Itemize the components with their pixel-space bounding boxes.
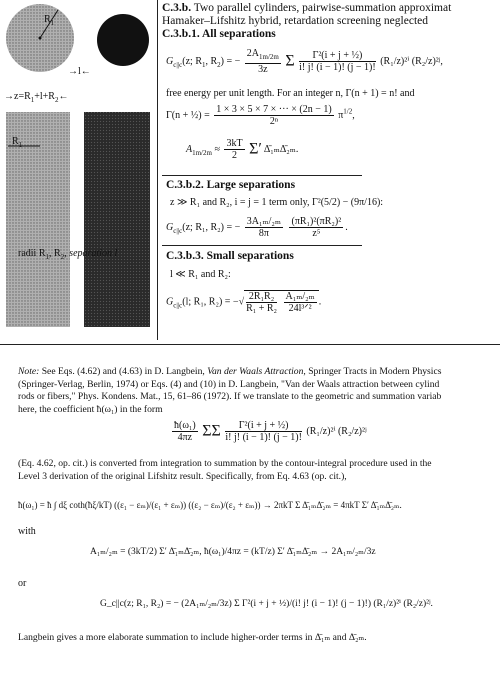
distance-label-z: $\to z=R_1+l+R_2\leftarrow$ bbox=[4, 91, 69, 104]
section-header: C.3.b. Two parallel cylinders, pairwise-summation approximat Hamaker–Lifshitz hybrid, retardation screening neglected C.3.b.1. All separations bbox=[162, 2, 498, 41]
text-free-energy: free energy per unit length. For an integer n, Γ(n + 1) = n! and bbox=[166, 88, 415, 99]
divider-1 bbox=[162, 175, 362, 176]
separation-label-l: →l← bbox=[68, 66, 91, 77]
divider-note bbox=[0, 344, 500, 345]
equation-hamaker-coefficient: $A_{1m/2m}$ ≈ $\frac{3kT}{2}$ Σ′ Δ̄₁ₘΔ̄₂ₘ. bbox=[186, 138, 299, 161]
note-paragraph-2: (Eq. 4.62, op. cit.) is converted from integration to summation by the contour-integral procedure used in the Level 3 derivation of the original Lifshitz result. Specifically, from Eq. 4.63 (op. cit.), bbox=[18, 458, 432, 482]
note-equation-2: ħ(ω₁) = ħ ∫ dξ coth(ħξ/kT) ((ε₁ − εₘ)/(ε₁ + εₘ)) ((ε₂ − εₘ)/(ε₂ + εₘ)) → 2πkT Σ Δ̄₁ₘΔ̄₂ₘ = 4πkT Σ′ Δ̄₁ₘΔ̄₂ₘ. bbox=[18, 500, 402, 510]
note-paragraph-1: Note: See Eqs. (4.62) and (4.63) in D. Langbein, Van der Waals Attraction, Springer Tracts in Modern Physics (Springer-Verlag, Berlin, 1974) or Eqs. (4) and (10) in D. Langbein, "Van der Waals attraction between cylind rods or fibers," Phys. Kondens. Mat., 15, 61–86 (1972). If we translate to the geometric and summation variab here, the coefficient ħ(ω₁) in the form bbox=[18, 366, 442, 415]
note-equation-1: $\frac{\text{ħ(ω₁)}}{4\pi z}$ ΣΣ $\frac{\text{Γ²(i + j + ½)}}{i! j! (i - 1)! (j - 1)!}$ (R₁/z)²ⁱ (R₂/z)²ʲ bbox=[174, 420, 367, 443]
note-or: or bbox=[18, 578, 27, 589]
column-divider bbox=[157, 0, 158, 340]
equation-gamma: Γ(n + ½) = $\frac{1 \times 3 \times 5 \times 7 \times \cdot\cdot\cdot \times (2n - 1)}{\text{2ⁿ}}$ $\pi^{1/2}$, bbox=[166, 104, 355, 127]
section-heading-large-separations: C.3.b.2. Large separations bbox=[166, 179, 296, 191]
two-cylinders-figure bbox=[0, 0, 155, 340]
cylinder-2-end-view bbox=[97, 14, 149, 66]
note-with: with bbox=[18, 526, 36, 537]
note-equation-4: G_c||c(z; R₁, R₂) = − (2A₁ₘ/₂ₘ/3z) Σ Γ²(i + j + ½)/(i! j! (i − 1)! (j − 1)!) (R₁/z)²ⁱ (R₂/z)²ʲ. bbox=[100, 599, 433, 609]
note-equation-3: A₁ₘ/₂ₘ = (3kT/2) Σ′ Δ̄₁ₘΔ̄₂ₘ, ħ(ω₁)/4πz = (kT/z) Σ′ Δ̄₁ₘΔ̄₂ₘ → 2A₁ₘ/₂ₘ/3z bbox=[90, 547, 376, 557]
equation-small-separations: $G_{c||c}(l$; R₁, R₂) = −√ $\frac{\text{2R₁R₂}}{\text{R₁ + R₂}}$ $\frac{\text{A₁ₘ/₂ₘ}}{\text{24l³ᐟ²}}$ . bbox=[166, 291, 322, 314]
equation-large-separations: $G_{c||c}(z$; R₁, R₂) = − $\frac{\text{3A₁ₘ/₂ₘ}}{8\pi}$ $\frac{\text{(πR₁)²(πR₂)²}}{\text{z⁵}}$ . bbox=[166, 216, 348, 239]
divider-2 bbox=[162, 245, 362, 246]
cylinder-2-side-view bbox=[84, 112, 150, 327]
section-heading-all-separations: C.3.b.1. All separations bbox=[162, 28, 276, 40]
text-small-separations: l ≪ R₁ and R₂: bbox=[170, 269, 231, 280]
equation-all-separations: $G_{c||c}(z$; $R_1$, $R_2$) = − $\frac{2A_{1m/2m}}{3z}$ Σ $\frac{\text{Γ²(i + j + ½)}}{i! j! (i - 1)! (j - 1)!}$ (R₁/z)²ⁱ (R₂/z)²ʲ, bbox=[166, 48, 443, 75]
radius-label-R1: $R_1$ bbox=[44, 14, 55, 27]
figure-caption: radii $R_1$, $R_2$, separation l bbox=[18, 248, 118, 261]
text-large-separations: z ≫ R₁ and R₂, i = j = 1 term only, Γ²(5/2) − (9π/16): bbox=[170, 197, 384, 208]
note-paragraph-3: Langbein gives a more elaborate summation to include higher-order terms in Δ̄₁ₘ and Δ̄₂ₘ. bbox=[18, 632, 367, 643]
radius-label-R1-side: $R_1$ bbox=[12, 136, 23, 149]
section-heading-small-separations: C.3.b.3. Small separations bbox=[166, 250, 294, 262]
